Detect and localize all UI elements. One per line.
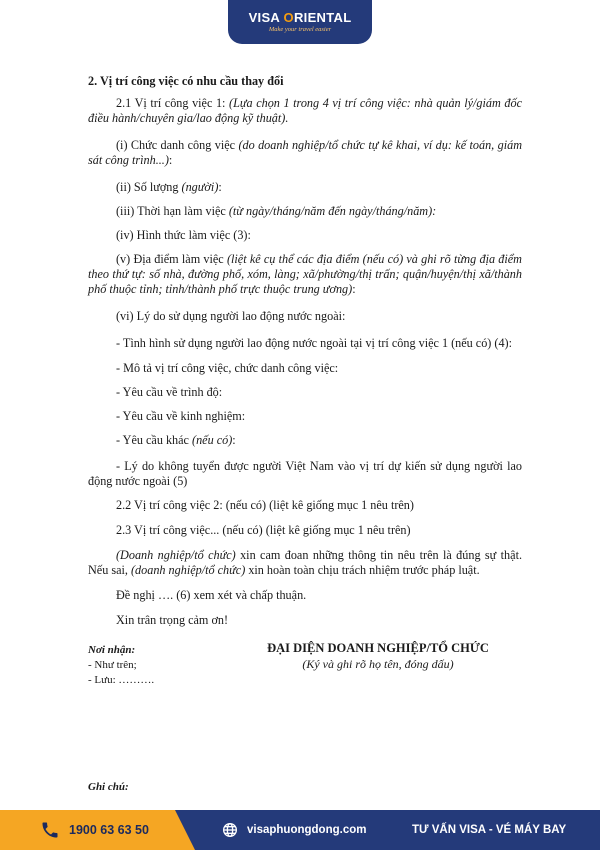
p3-text: (ii) Số lượng (116, 180, 182, 194)
p16-text-1: xin cam đoan những thông tin nêu trên là đúng sự thật. Nếu sai, (88, 548, 522, 577)
recipients-line-1: - Như trên; (88, 659, 137, 671)
p12-note: (nếu có) (192, 433, 233, 447)
paragraph-commitment (88, 548, 522, 578)
paragraph-job-description: - Mô tả vị trí công việc, chức danh công việc: (116, 361, 339, 375)
p6-text: (v) Địa điểm làm việc (116, 252, 227, 266)
paragraph-duration (88, 204, 550, 219)
paragraph-work-form: (iv) Hình thức làm việc (3): (116, 228, 251, 242)
paragraph-job-position-1 (88, 96, 522, 126)
paragraph-no-vietnamese-reason: - Lý do không tuyển được người Việt Nam vào vị trí dự kiến sử dụng người lao động nước ngoài (5) (88, 459, 522, 488)
paragraph-job-position-2: 2.2 Vị trí công việc 2: (nếu có) (liệt kê giống mục 1 nêu trên) (116, 498, 414, 512)
p4-note: (từ ngày/tháng/năm đến ngày/tháng/năm): (228, 204, 437, 218)
footer-website[interactable] (222, 810, 366, 850)
p16-text-2: xin hoàn toàn chịu trách nhiệm trước pháp luật. (245, 563, 480, 577)
paragraph-thanks: Xin trân trọng cảm ơn! (116, 613, 229, 627)
p4-text: (iii) Thời hạn làm việc (116, 204, 229, 218)
p3-colon: : (218, 180, 222, 194)
recipients-block (88, 643, 154, 688)
signature-subtitle: (Ký và ghi rõ họ tên, đóng dấu) (302, 657, 454, 671)
globe-icon (222, 822, 238, 838)
signature-title: ĐẠI DIỆN DOANH NGHIỆP/TỔ CHỨC (267, 641, 489, 655)
note-label: Ghi chú: (88, 781, 129, 793)
paragraph-job-position-3: 2.3 Vị trí công việc... (nếu có) (liệt kê giống mục 1 nêu trên) (116, 523, 411, 537)
p2-colon: : (168, 153, 173, 167)
footer-phone-number: 1900 63 63 50 (69, 823, 149, 837)
paragraph-job-title (88, 138, 522, 168)
p3-note: (người) (181, 180, 219, 194)
footer-phone[interactable] (40, 810, 149, 850)
p2-text: (i) Chức danh công việc (116, 138, 239, 152)
footer-website-link: visaphuongdong.com (247, 824, 367, 836)
logo-text-part-a: VISA (248, 9, 284, 25)
footer-slogan: TƯ VẤN VISA - VÉ MÁY BAY (412, 824, 567, 836)
p2-note: (do doanh nghiệp/tổ chức tự kê khai, ví dụ: kế toán, giám sát công trình...) (88, 138, 522, 167)
paragraph-quantity (88, 180, 550, 195)
p12-colon: : (232, 433, 236, 447)
paragraph-usage-status: - Tình hình sử dụng người lao động nước ngoài tại vị trí công việc 1 (nếu có) (4): (116, 336, 512, 350)
p16-org-1: (Doanh nghiệp/tổ chức) (116, 548, 236, 562)
p1-note: (Lựa chọn 1 trong 4 vị trí công việc: nhà quản lý/giám đốc điều hành/chuyên gia/lao động kỹ thuật). (88, 96, 522, 125)
paragraph-reason: (vi) Lý do sử dụng người lao động nước ngoài: (116, 309, 346, 323)
paragraph-request: Đề nghị …. (6) xem xét và chấp thuận. (116, 588, 307, 602)
paragraph-qualification: - Yêu cầu về trình độ: (116, 385, 223, 399)
recipients-heading: Nơi nhận: (88, 644, 136, 656)
brand-logo (228, 0, 372, 44)
logo-text-part-c: RIENTAL (293, 9, 352, 25)
logo-tagline: Make your travel easier (268, 25, 332, 33)
logo-text-part-o: O (283, 9, 294, 25)
signature-block (248, 640, 508, 672)
p1-text: 2.1 Vị trí công việc 1: (116, 96, 230, 110)
paragraph-experience: - Yêu cầu về kinh nghiệm: (116, 409, 246, 423)
p6-note: (liệt kê cụ thể các địa điểm (nếu có) và ghi rõ từng địa điểm theo thứ tự: số nhà, đường phố, xóm, làng; xã/phường/thị trấn; quận/huyện/thị xã/thành phố thuộc tỉnh; tỉnh/thành phố trực thuộc trung ương) (88, 252, 522, 296)
p6-colon: : (352, 282, 356, 296)
recipients-line-2: - Lưu: ………. (88, 674, 155, 686)
p16-org-2: (doanh nghiệp/tổ chức) (130, 563, 246, 577)
logo-text (249, 11, 352, 25)
section-title: 2. Vị trí công việc có nhu cầu thay đổi (88, 74, 284, 88)
phone-icon (40, 820, 60, 840)
p12-text: - Yêu cầu khác (116, 433, 193, 447)
paragraph-other-requirements (88, 433, 550, 448)
paragraph-work-location (88, 252, 522, 297)
